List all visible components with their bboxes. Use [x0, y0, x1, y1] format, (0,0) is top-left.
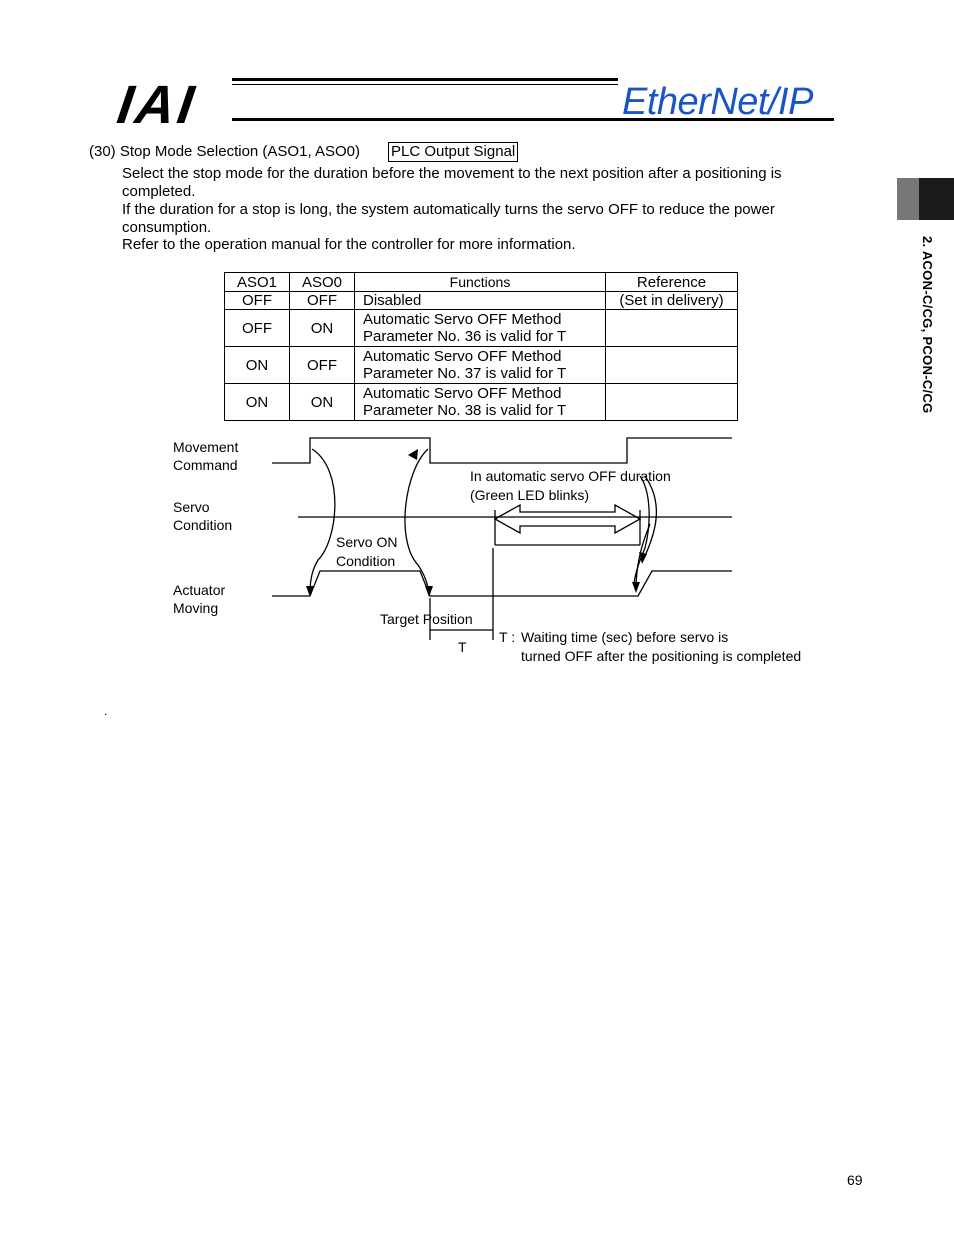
servo-condition-label-1: Servo [173, 499, 210, 515]
movement-command-waveform [272, 438, 732, 463]
movement-command-label-2: Command [173, 457, 238, 473]
t-key-label: T : [499, 629, 516, 645]
function-line-2: Parameter No. 37 is valid for T [363, 365, 567, 382]
function-line-2: Parameter No. 36 is valid for T [363, 328, 567, 345]
t-description-1: Waiting time (sec) before servo is [521, 629, 729, 645]
auto-off-label-2: (Green LED blinks) [470, 487, 590, 503]
cell-aso0: OFF [290, 347, 355, 384]
function-line-1: Automatic Servo OFF Method [363, 311, 562, 328]
auto-off-label-1: In automatic servo OFF duration [470, 468, 671, 484]
cell-aso1: ON [225, 384, 290, 421]
cell-aso1: OFF [225, 310, 290, 347]
header-functions: Functions [355, 273, 606, 292]
header-aso0: ASO0 [290, 273, 355, 292]
signal-type-badge: PLC Output Signal [388, 142, 518, 162]
cause-curve-4 [634, 476, 649, 583]
iai-logo: IAI [113, 75, 201, 135]
auto-off-double-arrow [495, 505, 640, 533]
paragraph-2: If the duration for a stop is long, the system automatically turns the servo OFF to reduce the power consumption. [122, 201, 775, 236]
header-aso1: ASO1 [225, 273, 290, 292]
arrowhead-4 [408, 449, 418, 460]
function-line-1: Automatic Servo OFF Method [363, 348, 562, 365]
target-position-label: Target Position [380, 611, 473, 627]
section-title: (30) Stop Mode Selection (ASO1, ASO0) [89, 143, 360, 160]
function-line-2: Parameter No. 38 is valid for T [363, 402, 567, 419]
function-line-1: Automatic Servo OFF Method [363, 385, 562, 402]
ethernet-ip-logo: EtherNet/IP [622, 81, 813, 123]
servo-on-label-2: Condition [336, 553, 396, 569]
stray-dot: . [104, 704, 108, 718]
cell-function: Disabled [355, 292, 606, 310]
chapter-tab-label: 2. ACON-C/CG, PCON-C/CG [920, 236, 935, 414]
t-description-2: turned OFF after the positioning is completed [521, 648, 802, 664]
t-dimension-label: T [458, 639, 467, 655]
cause-curve-1 [310, 449, 335, 594]
cell-aso1: OFF [225, 292, 290, 310]
servo-on-label-1: Servo ON [336, 534, 398, 550]
paragraph-1: Select the stop mode for the duration before the movement to the next position after a positioning is completed. [122, 165, 782, 200]
servo-condition-label-2: Condition [173, 517, 233, 533]
actuator-moving-waveform [272, 571, 732, 596]
cell-aso0: OFF [290, 292, 355, 310]
page-number: 69 [847, 1172, 863, 1188]
cell-aso0: ON [290, 310, 355, 347]
cause-curve-2 [405, 449, 429, 594]
movement-command-label-1: Movement [173, 439, 239, 455]
cell-reference: (Set in delivery) [606, 292, 738, 310]
cell-aso0: ON [290, 384, 355, 421]
header-reference: Reference [606, 273, 738, 292]
actuator-moving-label-2: Moving [173, 600, 219, 616]
actuator-moving-label-1: Actuator [173, 582, 226, 598]
arrowhead-3 [632, 582, 640, 593]
paragraph-3: Refer to the operation manual for the controller for more information. [122, 236, 576, 253]
cell-aso1: ON [225, 347, 290, 384]
